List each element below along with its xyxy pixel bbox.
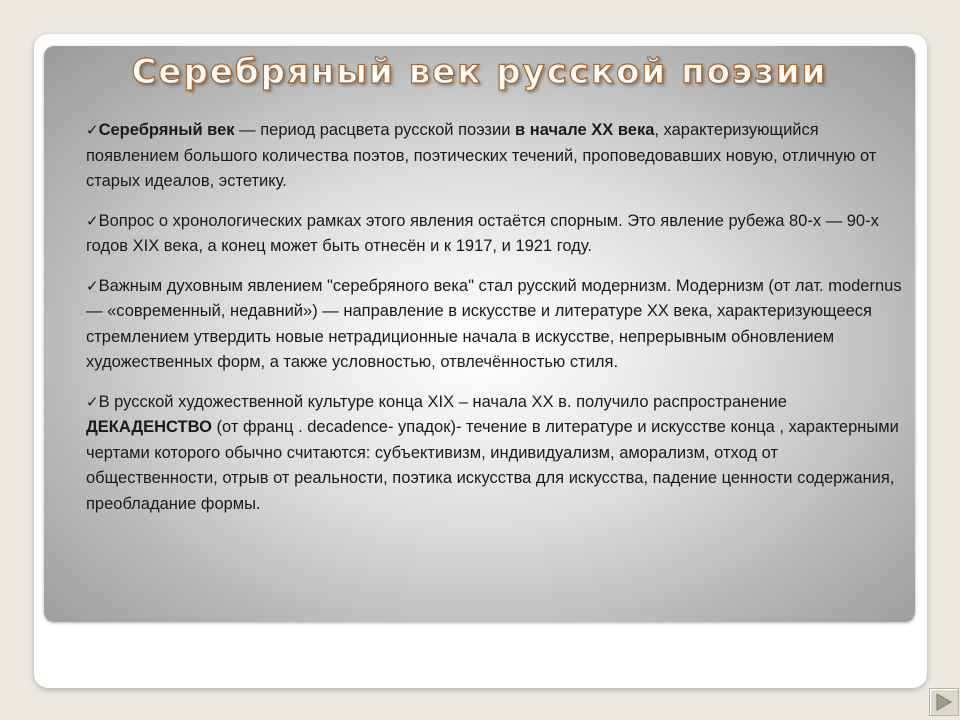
slide-title: Серебряный век русской поэзии (131, 52, 828, 92)
term-silver-age: Серебряный век (98, 121, 235, 139)
next-slide-button[interactable] (929, 688, 959, 716)
check-bullet-icon: ✓ (86, 276, 99, 295)
term-decadence: ДЕКАДЕНСТВО (86, 418, 212, 436)
paragraph-silver-age (86, 118, 906, 195)
paragraph-decadence (86, 390, 906, 518)
paragraph-text: — период расцвета русской поэзии (234, 121, 516, 139)
paragraph-text: Вопрос о хронологических рамках этого явления остаётся спорным. Это явление рубежа 80-х — 90-х годов XIX века, а конец может быть отнесён и к 1917, и 1921 году. (86, 211, 879, 255)
paragraph-chronology (86, 209, 906, 260)
paragraph-text: , характеризующийся появлением большого количества поэтов, поэтических течений, проповедовавших новую, отличную от старых идеалов, эстетику. (86, 121, 877, 190)
paragraph-text: (от франц . decadence- упадок)- течение в литературе и искусстве конца , характерными чертами которого обычно считаются: субъективизм, индивидуализм, аморализм, отход от общественности, отрыв от реальности, поэтика искусства для искусства, падение ценности содержания, преобладание формы. (86, 418, 899, 513)
paragraph-text: В русской художественной культуре конца XIX – начала XX в. получило распространение (98, 392, 787, 411)
check-bullet-icon: ✓ (86, 392, 99, 411)
slide-content (86, 118, 906, 531)
check-bullet-icon: ✓ (86, 211, 99, 230)
paragraph-text: Важным духовным явлением "серебряного века" стал русский модернизм. Модернизм (от лат. modernus— «современный, недавний») — направление в искусстве и литературе XX века, характеризующееся стремлением утвердить новые нетрадиционные начала в искусстве, непрерывным обновлением художественных форм, а также условностью, отвлечённостью стиля. (86, 276, 902, 371)
check-bullet-icon: ✓ (86, 121, 99, 139)
paragraph-modernism (86, 274, 906, 376)
play-next-icon (935, 692, 953, 712)
term-early-xx-century: в начале XX века (515, 121, 655, 139)
